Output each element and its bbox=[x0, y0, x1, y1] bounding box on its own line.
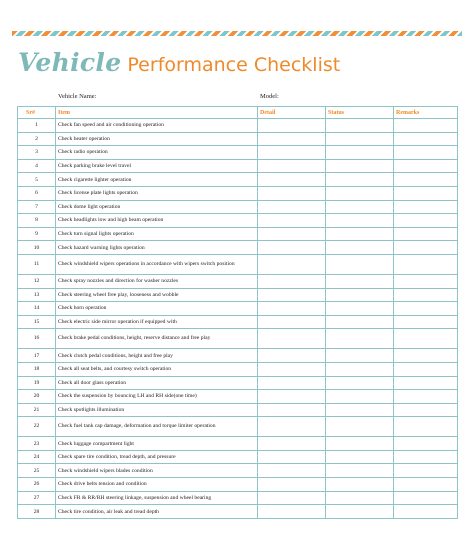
table-row bbox=[18, 159, 458, 173]
item-cell: Check parking brake level travel bbox=[56, 159, 258, 173]
checklist-table bbox=[17, 106, 458, 519]
item-cell: Check steering wheel free play, looseness and wobble bbox=[56, 288, 258, 302]
status-cell[interactable] bbox=[326, 329, 394, 349]
item-cell: Check all seat belts, and courtesy switch operation bbox=[56, 362, 258, 376]
status-cell[interactable] bbox=[326, 505, 394, 519]
table-row bbox=[18, 349, 458, 363]
sr-cell: 27 bbox=[18, 491, 56, 505]
table-row bbox=[18, 119, 458, 133]
table-row bbox=[18, 200, 458, 214]
table-row bbox=[18, 417, 458, 437]
remarks-cell[interactable] bbox=[394, 362, 458, 376]
remarks-cell[interactable] bbox=[394, 227, 458, 241]
status-cell[interactable] bbox=[326, 186, 394, 200]
remarks-cell[interactable] bbox=[394, 450, 458, 464]
detail-cell[interactable] bbox=[258, 437, 326, 451]
item-cell: Check windshield wipers blades condition bbox=[56, 464, 258, 478]
item-cell: Check windshield wipers operations in accordance with wipers switch position bbox=[56, 254, 258, 274]
status-cell[interactable] bbox=[326, 349, 394, 363]
sr-cell: 26 bbox=[18, 478, 56, 492]
detail-cell[interactable] bbox=[258, 302, 326, 316]
detail-cell[interactable] bbox=[258, 119, 326, 133]
decorative-stripe bbox=[12, 31, 462, 36]
status-cell[interactable] bbox=[326, 254, 394, 274]
status-cell[interactable] bbox=[326, 417, 394, 437]
table-row bbox=[18, 450, 458, 464]
detail-cell[interactable] bbox=[258, 200, 326, 214]
item-cell: Check hazard warning lights operation bbox=[56, 241, 258, 255]
table-row bbox=[18, 315, 458, 329]
remarks-cell[interactable] bbox=[394, 390, 458, 404]
item-cell: Check radio operation bbox=[56, 146, 258, 160]
item-cell: Check tire condition, air leak and tread depth bbox=[56, 505, 258, 519]
remarks-cell[interactable] bbox=[394, 200, 458, 214]
sr-cell: 3 bbox=[18, 146, 56, 160]
status-cell[interactable] bbox=[326, 119, 394, 133]
detail-cell[interactable] bbox=[258, 349, 326, 363]
remarks-cell[interactable] bbox=[394, 329, 458, 349]
status-cell[interactable] bbox=[326, 491, 394, 505]
item-cell: Check FR & RR/RH steering linkage, suspension and wheel bearing bbox=[56, 491, 258, 505]
sr-cell: 2 bbox=[18, 132, 56, 146]
status-cell[interactable] bbox=[326, 227, 394, 241]
table-row bbox=[18, 241, 458, 255]
remarks-cell[interactable] bbox=[394, 254, 458, 274]
status-cell[interactable] bbox=[326, 241, 394, 255]
table-row bbox=[18, 132, 458, 146]
sr-cell: 7 bbox=[18, 200, 56, 214]
detail-cell[interactable] bbox=[258, 254, 326, 274]
detail-cell[interactable] bbox=[258, 214, 326, 228]
remarks-cell[interactable] bbox=[394, 376, 458, 390]
remarks-cell[interactable] bbox=[394, 315, 458, 329]
detail-cell[interactable] bbox=[258, 132, 326, 146]
status-cell[interactable] bbox=[326, 390, 394, 404]
sr-cell: 17 bbox=[18, 349, 56, 363]
detail-cell[interactable] bbox=[258, 390, 326, 404]
table-row bbox=[18, 288, 458, 302]
sr-cell: 4 bbox=[18, 159, 56, 173]
status-cell[interactable] bbox=[326, 315, 394, 329]
item-cell: Check clutch pedal conditions, height and free play bbox=[56, 349, 258, 363]
col-header-item: Item bbox=[56, 107, 258, 119]
item-cell: Check spotlights illumination bbox=[56, 403, 258, 417]
detail-cell[interactable] bbox=[258, 159, 326, 173]
remarks-cell[interactable] bbox=[394, 241, 458, 255]
item-cell: Check fuel tank cap damage, deformation and torque limiter operation bbox=[56, 417, 258, 437]
status-cell[interactable] bbox=[326, 437, 394, 451]
detail-cell[interactable] bbox=[258, 491, 326, 505]
detail-cell[interactable] bbox=[258, 173, 326, 187]
table-row bbox=[18, 464, 458, 478]
remarks-cell[interactable] bbox=[394, 146, 458, 160]
item-cell: Check heater operation bbox=[56, 132, 258, 146]
item-cell: Check fan speed and air conditioning operation bbox=[56, 119, 258, 133]
sr-cell: 18 bbox=[18, 362, 56, 376]
sr-cell: 28 bbox=[18, 505, 56, 519]
title-performance-checklist: Performance Checklist bbox=[127, 54, 341, 76]
sr-cell: 23 bbox=[18, 437, 56, 451]
detail-cell[interactable] bbox=[258, 403, 326, 417]
item-cell: Check luggage compartment light bbox=[56, 437, 258, 451]
sr-cell: 8 bbox=[18, 214, 56, 228]
remarks-cell[interactable] bbox=[394, 491, 458, 505]
status-cell[interactable] bbox=[326, 214, 394, 228]
detail-cell[interactable] bbox=[258, 362, 326, 376]
sr-cell: 14 bbox=[18, 302, 56, 316]
sr-cell: 9 bbox=[18, 227, 56, 241]
status-cell[interactable] bbox=[326, 478, 394, 492]
status-cell[interactable] bbox=[326, 200, 394, 214]
item-cell: Check the suspension by bouncing LH and RH side(one time) bbox=[56, 390, 258, 404]
sr-cell: 6 bbox=[18, 186, 56, 200]
remarks-cell[interactable] bbox=[394, 437, 458, 451]
col-header-detail: Detail bbox=[258, 107, 326, 119]
sr-cell: 13 bbox=[18, 288, 56, 302]
status-cell[interactable] bbox=[326, 173, 394, 187]
status-cell[interactable] bbox=[326, 288, 394, 302]
table-row bbox=[18, 214, 458, 228]
status-cell[interactable] bbox=[326, 362, 394, 376]
table-header-row bbox=[18, 107, 458, 119]
detail-cell[interactable] bbox=[258, 315, 326, 329]
status-cell[interactable] bbox=[326, 302, 394, 316]
status-cell[interactable] bbox=[326, 376, 394, 390]
remarks-cell[interactable] bbox=[394, 302, 458, 316]
sr-cell: 22 bbox=[18, 417, 56, 437]
detail-cell[interactable] bbox=[258, 376, 326, 390]
item-cell: Check drive belts tension and condition bbox=[56, 478, 258, 492]
sr-cell: 20 bbox=[18, 390, 56, 404]
sr-cell: 16 bbox=[18, 329, 56, 349]
sr-cell: 10 bbox=[18, 241, 56, 255]
remarks-cell[interactable] bbox=[394, 132, 458, 146]
detail-cell[interactable] bbox=[258, 329, 326, 349]
detail-cell[interactable] bbox=[258, 450, 326, 464]
status-cell[interactable] bbox=[326, 274, 394, 288]
table-row bbox=[18, 491, 458, 505]
status-cell[interactable] bbox=[326, 450, 394, 464]
col-header-sr: Sr# bbox=[18, 107, 56, 119]
table-row bbox=[18, 146, 458, 160]
remarks-cell[interactable] bbox=[394, 349, 458, 363]
page-title bbox=[18, 48, 340, 77]
detail-cell[interactable] bbox=[258, 274, 326, 288]
remarks-cell[interactable] bbox=[394, 173, 458, 187]
item-cell: Check electric side mirror operation if equipped with bbox=[56, 315, 258, 329]
status-cell[interactable] bbox=[326, 146, 394, 160]
remarks-cell[interactable] bbox=[394, 403, 458, 417]
remarks-cell[interactable] bbox=[394, 288, 458, 302]
col-header-status: Status bbox=[326, 107, 394, 119]
item-cell: Check headlights low and high beam operation bbox=[56, 214, 258, 228]
item-cell: Check brake pedal conditions, height, reserve distance and free play bbox=[56, 329, 258, 349]
remarks-cell[interactable] bbox=[394, 274, 458, 288]
table-row bbox=[18, 437, 458, 451]
detail-cell[interactable] bbox=[258, 288, 326, 302]
table-row bbox=[18, 186, 458, 200]
sr-cell: 21 bbox=[18, 403, 56, 417]
sr-cell: 19 bbox=[18, 376, 56, 390]
sr-cell: 25 bbox=[18, 464, 56, 478]
detail-cell[interactable] bbox=[258, 478, 326, 492]
item-cell: Check cigarette lighter operation bbox=[56, 173, 258, 187]
item-cell: Check license plate lights operation bbox=[56, 186, 258, 200]
col-header-remarks: Remarks bbox=[394, 107, 458, 119]
status-cell[interactable] bbox=[326, 132, 394, 146]
sr-cell: 5 bbox=[18, 173, 56, 187]
sr-cell: 24 bbox=[18, 450, 56, 464]
sr-cell: 15 bbox=[18, 315, 56, 329]
remarks-cell[interactable] bbox=[394, 214, 458, 228]
sr-cell: 1 bbox=[18, 119, 56, 133]
remarks-cell[interactable] bbox=[394, 186, 458, 200]
table-row bbox=[18, 227, 458, 241]
checklist-body bbox=[18, 119, 458, 519]
table-row bbox=[18, 173, 458, 187]
remarks-cell[interactable] bbox=[394, 159, 458, 173]
table-row bbox=[18, 390, 458, 404]
status-cell[interactable] bbox=[326, 464, 394, 478]
table-row bbox=[18, 362, 458, 376]
model-label: Model: bbox=[260, 93, 279, 100]
detail-cell[interactable] bbox=[258, 417, 326, 437]
detail-cell[interactable] bbox=[258, 241, 326, 255]
table-row bbox=[18, 478, 458, 492]
remarks-cell[interactable] bbox=[394, 505, 458, 519]
table-row bbox=[18, 505, 458, 519]
status-cell[interactable] bbox=[326, 159, 394, 173]
item-cell: Check dome light operation bbox=[56, 200, 258, 214]
table-row bbox=[18, 274, 458, 288]
item-cell: Check all door glass operation bbox=[56, 376, 258, 390]
table-row bbox=[18, 329, 458, 349]
item-cell: Check turn signal lights operation bbox=[56, 227, 258, 241]
detail-cell[interactable] bbox=[258, 146, 326, 160]
remarks-cell[interactable] bbox=[394, 478, 458, 492]
detail-cell[interactable] bbox=[258, 505, 326, 519]
sr-cell: 11 bbox=[18, 254, 56, 274]
item-cell: Check spray nozzles and direction for washer nozzles bbox=[56, 274, 258, 288]
sr-cell: 12 bbox=[18, 274, 56, 288]
table-row bbox=[18, 302, 458, 316]
vehicle-name-label: Vehicle Name: bbox=[58, 93, 97, 100]
item-cell: Check spare tire condition, tread depth, and pressure bbox=[56, 450, 258, 464]
table-row bbox=[18, 254, 458, 274]
table-row bbox=[18, 376, 458, 390]
remarks-cell[interactable] bbox=[394, 417, 458, 437]
remarks-cell[interactable] bbox=[394, 119, 458, 133]
status-cell[interactable] bbox=[326, 403, 394, 417]
remarks-cell[interactable] bbox=[394, 464, 458, 478]
detail-cell[interactable] bbox=[258, 227, 326, 241]
detail-cell[interactable] bbox=[258, 464, 326, 478]
title-vehicle: Vehicle bbox=[18, 48, 122, 77]
table-row bbox=[18, 403, 458, 417]
item-cell: Check horn operation bbox=[56, 302, 258, 316]
detail-cell[interactable] bbox=[258, 186, 326, 200]
